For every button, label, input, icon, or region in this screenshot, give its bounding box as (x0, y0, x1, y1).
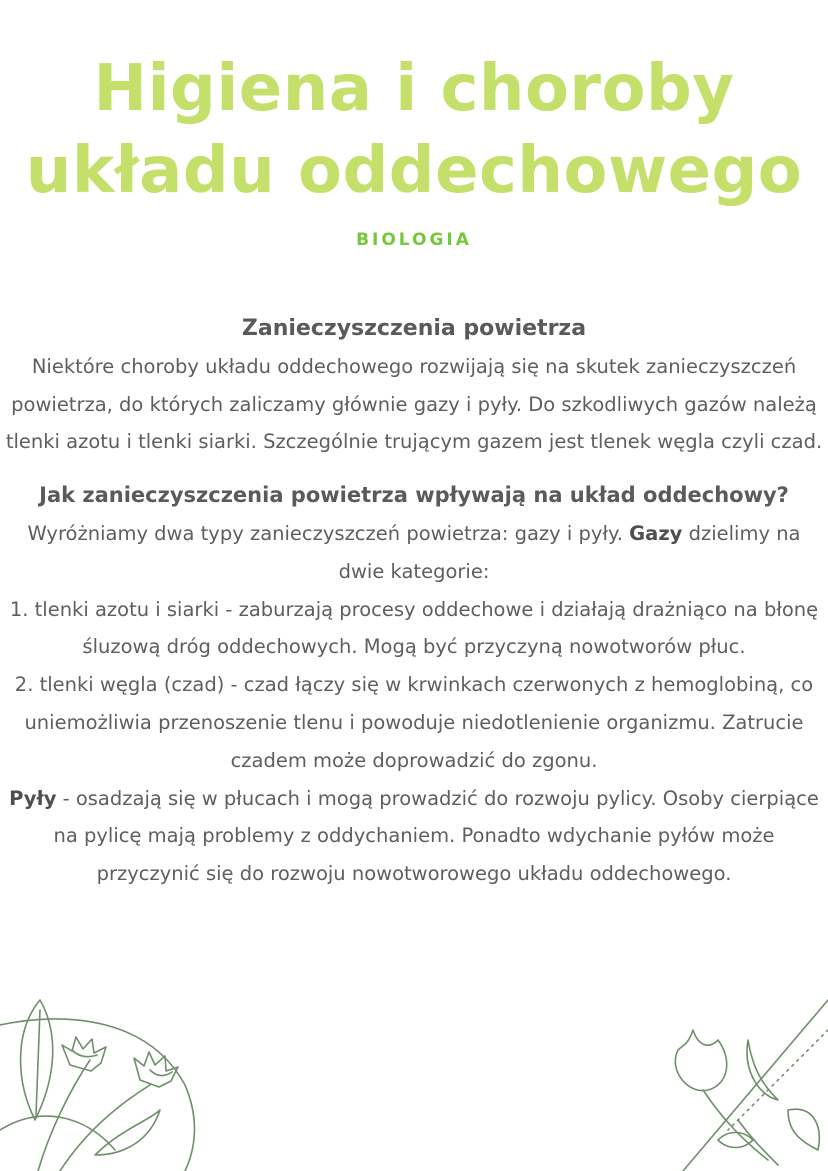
list-item-2: 2. tlenki węgla (czad) - czad łączy się w krwinkach czerwonych z hemoglobiną, co uniemożliwia przenoszenie tlenu i powoduje niedotlenienie organizmu. Zatrucie czadem może doprowadzić do zgonu. (14, 673, 814, 772)
flower-illustration-right (648, 990, 828, 1171)
title-line-1: Higiena i choroby (93, 52, 735, 126)
intro-text-cont: dzielimy na dwie kategorie: (338, 521, 801, 583)
section-heading-effects: Jak zanieczyszczenia powietrza wpływają na układ oddechowy? (39, 483, 789, 508)
title-line-2: układu oddechowego (25, 134, 803, 208)
pyly-paragraph (4, 780, 824, 893)
content (4, 310, 824, 893)
section-text-pollution: Niektóre choroby układu oddechowego rozwijają się na skutek zanieczyszczeń powietrza, do których zaliczamy głównie gazy i pyły. Do szkodliwych gazów należą tlenki azotu i tlenki siarki. Szczególnie trującym gazem jest tlenek węgla czyli czad. (5, 354, 823, 454)
section-intro (4, 515, 824, 591)
gazy-label: Gazy (629, 521, 683, 545)
pyly-label: Pyły (9, 786, 57, 810)
page-title (0, 48, 828, 212)
flower-illustration-left (0, 990, 240, 1171)
intro-text: Wyróżniamy dwa typy zanieczyszczeń powietrza: gazy i pyły. (27, 521, 623, 545)
pyly-text: - osadzają się w płucach i mogą prowadzić do rozwoju pylicy. Osoby cierpiące na pylicę mają problemy z oddychaniem. Ponadto wdychanie pyłów może przyczynić się do rozwoju nowotworowego układu oddechowego. (53, 786, 819, 886)
list-item-1: 1. tlenki azotu i siarki - zaburzają procesy oddechowe i działają drażniąco na błonę śluzową dróg oddechowych. Mogą być przyczyną nowotworów płuc. (9, 597, 819, 659)
section-heading-pollution: Zanieczyszczenia powietrza (241, 316, 587, 341)
subject-label: BIOLOGIA (356, 230, 472, 250)
